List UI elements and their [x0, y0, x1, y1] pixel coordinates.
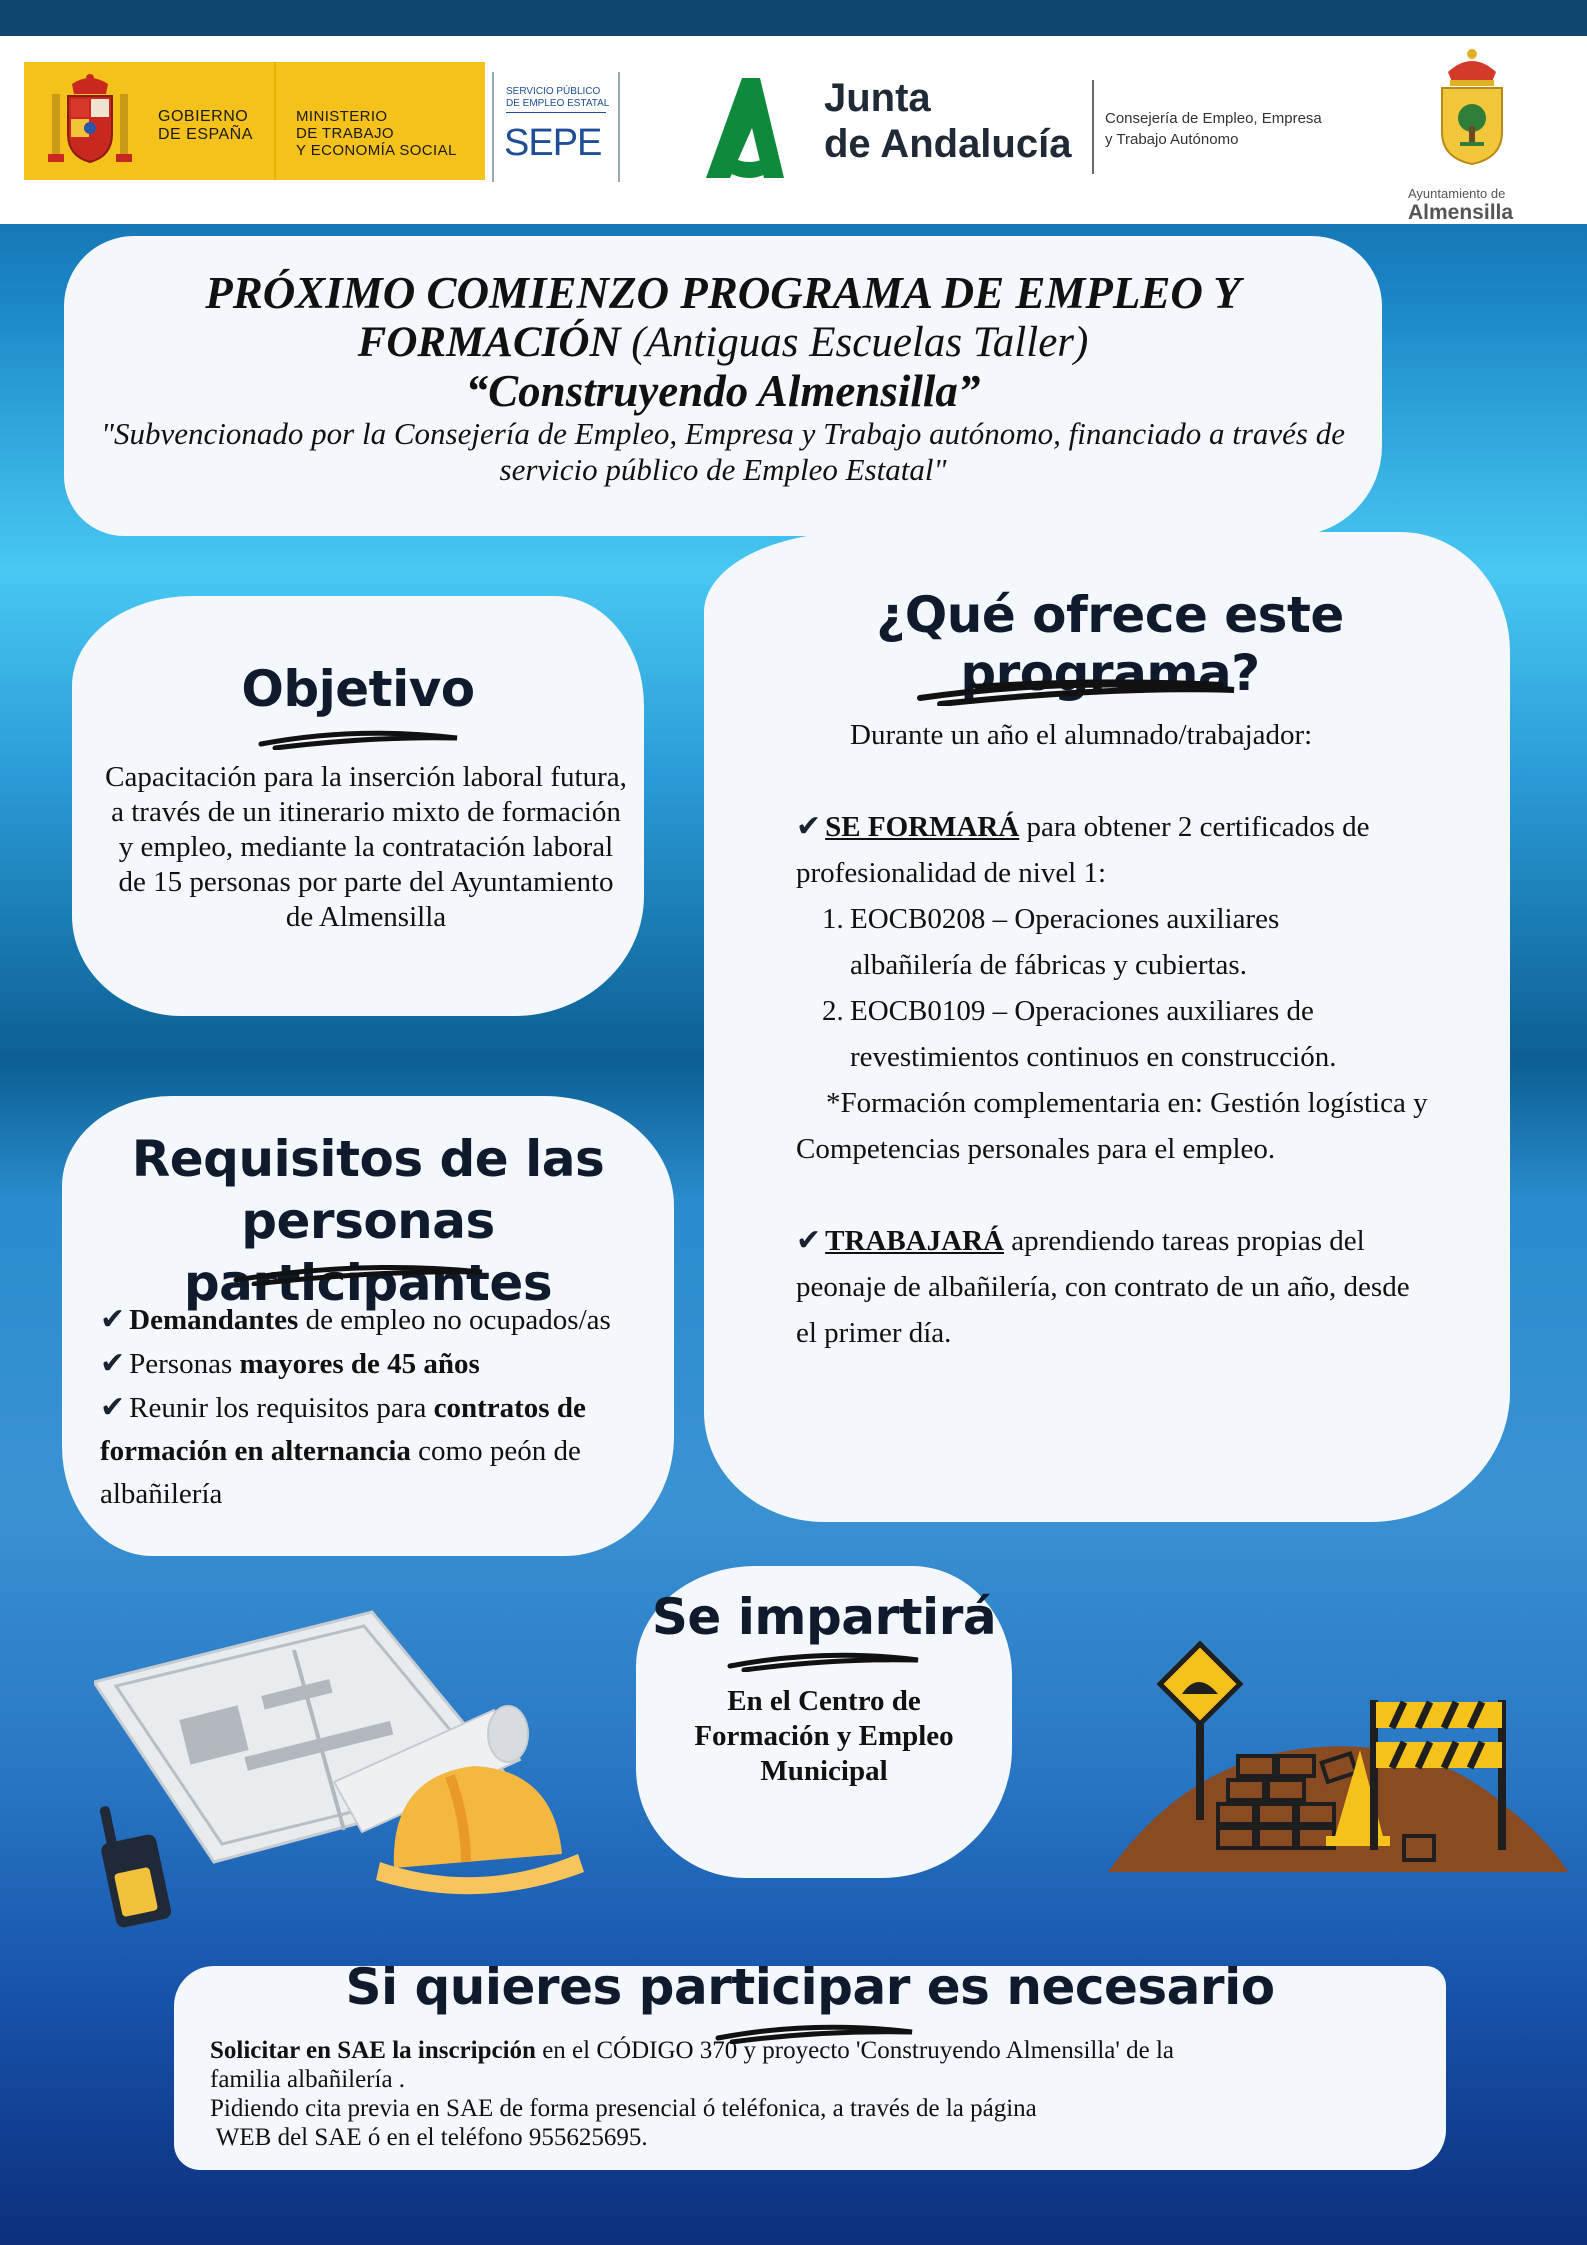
title-block — [64, 268, 1382, 488]
checkmark-icon: ✔ — [100, 1302, 126, 1337]
objetivo-underline-swoosh — [255, 728, 465, 750]
participar-line2: familia albañilería . — [210, 2066, 406, 2093]
cert1-line1: EOCB0208 – Operaciones auxiliares — [850, 903, 1280, 935]
participar-heading: Si quieres participar es necesario — [345, 1958, 1275, 2016]
cert1-number: 1. — [822, 903, 844, 935]
trabajara-line3: el primer día. — [796, 1317, 952, 1349]
requisitos-heading-line1: Requisitos de las — [131, 1130, 605, 1188]
sepe-logo — [492, 72, 620, 182]
imparte-line3: Municipal — [760, 1755, 888, 1787]
imparte-line1: En el Centro de — [727, 1685, 921, 1717]
consejeria-label — [1105, 108, 1322, 150]
sepe-small-line1: SERVICIO PÚBLICO — [506, 86, 601, 97]
sepe-rule — [506, 112, 606, 113]
participar-line3: Pidiendo cita previa en SAE de forma presencial ó teléfonica, a través de la página — [210, 2095, 1037, 2122]
requisito2-normal: Personas — [129, 1348, 240, 1380]
sepe-small-text — [506, 86, 609, 110]
requisito1-bold: Demandantes — [129, 1304, 299, 1336]
ofrece-trabajara — [796, 1218, 1496, 1264]
ofrece-formara — [796, 804, 1496, 850]
cert-item-1 — [796, 896, 1496, 942]
requisito-item-contratos — [100, 1386, 680, 1430]
gobierno-ministerio-logo — [24, 62, 485, 180]
cert2-line2: revestimientos continuos en construcción. — [850, 1041, 1337, 1073]
ofrece-underline-swoosh — [912, 676, 1242, 706]
ministerio-label — [296, 108, 457, 159]
spacer — [796, 758, 1496, 804]
junta-line1: Junta — [824, 76, 931, 120]
requisitos-heading — [62, 1128, 674, 1314]
sepe-big-text: SEPE — [504, 122, 602, 164]
requisito3-line2-rest: como peón de — [410, 1435, 581, 1467]
requisito-item-contratos-line3: albañilería — [100, 1478, 223, 1510]
objetivo-line5: de Almensilla — [285, 901, 447, 933]
formara-rest: para obtener 2 certificados de — [1019, 811, 1370, 843]
cert2-line1: EOCB0109 – Operaciones auxiliares de — [850, 995, 1314, 1027]
ministerio-line2: DE TRABAJO — [296, 125, 394, 142]
header-logos-bar — [0, 36, 1587, 224]
imparte-underline-swoosh — [724, 1650, 924, 1672]
ofrece-intro: Durante un año el alumnado/trabajador: — [850, 719, 1313, 751]
consejeria-line1: Consejería de Empleo, Empresa — [1105, 110, 1322, 127]
gobierno-line2: DE ESPAÑA — [158, 126, 253, 143]
top-strip — [0, 0, 1587, 36]
cert2-number: 2. — [822, 995, 844, 1027]
ministerio-line1: MINISTERIO — [296, 108, 388, 125]
sepe-small-line2: DE EMPLEO ESTATAL — [506, 98, 610, 109]
participar-line1-rest: en el CÓDIGO 370 y proyecto 'Construyendo Almensilla' de la — [535, 2037, 1175, 2064]
ministerio-line3: Y ECONOMÍA SOCIAL — [296, 142, 457, 159]
subsidy-line1: "Subvencionado por la Consejería de Empleo, Empresa y Trabajo autónomo, financiado a través de — [101, 416, 1345, 451]
requisito3-bold: contratos de — [433, 1392, 586, 1424]
complementaria-line1: *Formación complementaria en: Gestión logística y — [826, 1087, 1428, 1119]
imparte-heading: Se impartirá — [651, 1588, 997, 1646]
junta-andalucia-logo — [700, 66, 1340, 196]
requisito-item-demandantes — [100, 1298, 680, 1342]
title-program-name: “Construyendo Almensilla” — [465, 366, 981, 416]
participar-solicitar: Solicitar en SAE la inscripción — [210, 2037, 536, 2064]
imparte-line2: Formación y Empleo — [694, 1720, 954, 1752]
imparte-text — [636, 1684, 1012, 1789]
checkmark-icon: ✔ — [100, 1346, 126, 1381]
objetivo-text — [72, 760, 660, 935]
spain-coat-of-arms-icon — [44, 70, 136, 174]
gobierno-line1: GOBIERNO — [158, 108, 249, 125]
ofrece-formara-line2: profesionalidad de nivel 1: — [796, 857, 1107, 889]
participar-line4: WEB del SAE ó en el teléfono 955625695. — [210, 2124, 648, 2151]
title-line2 — [64, 318, 1382, 368]
trabajara-line2: peonaje de albañilería, con contrato de un año, desde — [796, 1271, 1410, 1303]
requisito-item-mayores — [100, 1342, 680, 1386]
complementaria-line2: Competencias personales para el empleo. — [796, 1133, 1276, 1165]
spacer — [796, 1172, 1496, 1218]
requisito2-bold: mayores de 45 años — [239, 1348, 480, 1380]
title-line1: PRÓXIMO COMIENZO PROGRAMA DE EMPLEO Y — [205, 268, 1241, 318]
participar-text — [210, 2036, 1410, 2152]
checkmark-icon: ✔ — [796, 809, 822, 844]
title-formacion: FORMACIÓN — [357, 319, 621, 366]
requisito3-line2-bold: formación en alternancia — [100, 1435, 411, 1467]
logo-divider — [274, 62, 276, 180]
junta-divider — [1092, 80, 1094, 174]
ayuntamiento-logo — [1400, 46, 1530, 224]
requisito1-rest: de empleo no ocupados/as — [298, 1304, 611, 1336]
construction-site-illustration — [1108, 1640, 1568, 1880]
requisito3-normal: Reunir los requisitos para — [129, 1392, 434, 1424]
cert1-line2: albañilería de fábricas y cubiertas. — [850, 949, 1247, 981]
title-antiguas: (Antiguas Escuelas Taller) — [620, 319, 1089, 366]
ofrece-text — [796, 712, 1496, 1356]
formara-bold: SE FORMARÁ — [825, 811, 1020, 843]
junta-line2: de Andalucía — [824, 122, 1072, 166]
gobierno-label — [158, 108, 253, 144]
checkmark-icon: ✔ — [100, 1390, 126, 1425]
ayuntamiento-line2: Almensilla — [1408, 201, 1514, 224]
consejeria-line2: y Trabajo Autónomo — [1105, 131, 1239, 148]
trabajara-bold: TRABAJARÁ — [825, 1225, 1004, 1257]
subsidy-line2: servicio público de Empleo Estatal" — [499, 452, 947, 487]
participar-line1 — [210, 2036, 1410, 2065]
requisitos-list — [100, 1298, 680, 1516]
title-card — [64, 236, 1382, 536]
ofrece-heading: ¿Qué ofrece este programa? — [876, 586, 1344, 702]
objetivo-line4: de 15 personas por parte del Ayuntamiento — [118, 866, 614, 898]
junta-a-emblem-icon — [704, 74, 786, 180]
cert-item-2 — [796, 988, 1496, 1034]
requisitos-underline-swoosh — [230, 1262, 490, 1286]
objetivo-line1: Capacitación para la inserción laboral futura, — [105, 761, 627, 793]
objetivo-heading: Objetivo — [241, 660, 475, 718]
objetivo-line3: y empleo, mediante la contratación laboral — [118, 831, 614, 863]
trabajara-rest: aprendiendo tareas propias del — [1003, 1225, 1365, 1257]
checkmark-icon: ✔ — [796, 1223, 822, 1258]
requisito-item-contratos-line2 — [100, 1430, 680, 1473]
objetivo-line2: a través de un itinerario mixto de formación — [111, 796, 621, 828]
ayuntamiento-line1: Ayuntamiento de — [1408, 186, 1506, 201]
requisitos-heading-line2: personas participantes — [183, 1192, 553, 1312]
blueprint-helmet-illustration — [94, 1600, 654, 1940]
almensilla-shield-icon — [1438, 46, 1506, 168]
